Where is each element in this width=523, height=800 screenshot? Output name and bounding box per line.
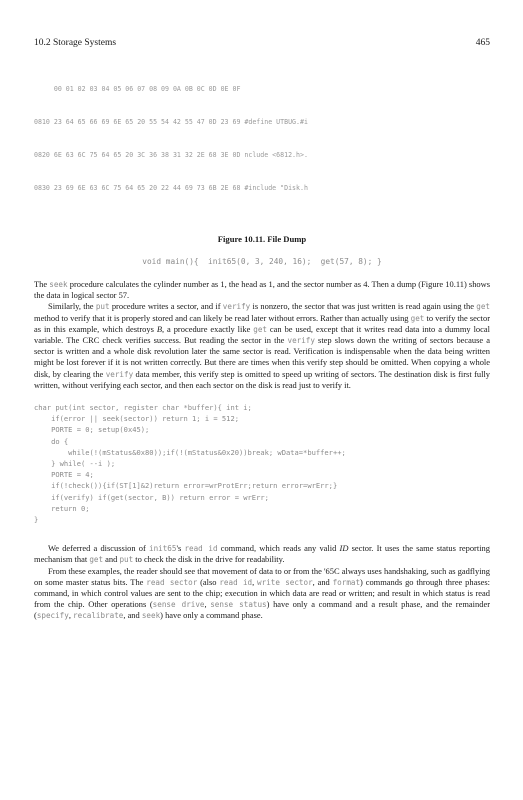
dump-row: 0830 23 69 6E 63 6C 75 64 65 20 22 44 69 73 6B 2E 68 #include "Disk.h — [34, 184, 308, 192]
text-run: to check the disk in the drive for readability. — [133, 554, 285, 565]
inline-code: recalibrate — [73, 611, 124, 621]
code-line: } — [34, 515, 39, 525]
text-run: and — [103, 554, 120, 565]
main-code-line: void main(){ init65(0, 3, 240, 16); get(57, 8); } — [142, 257, 382, 266]
text-run: , — [204, 599, 211, 610]
text-run: We deferred a discussion of — [48, 543, 149, 554]
text-run: command, which reads any valid — [217, 543, 340, 554]
paragraph-seek — [34, 279, 490, 301]
code-line: PORTE = 4; — [34, 470, 94, 480]
dump-row: 00 01 02 03 04 05 06 07 08 09 0A 0B 0C 0D 0E 0F — [34, 85, 241, 93]
inline-code: seek — [141, 611, 161, 621]
text-run: , and — [312, 576, 333, 587]
text-run: Similarly, the — [48, 301, 96, 312]
page-number: 465 — [475, 38, 490, 48]
code-line: if(!check()){if(ST[1]&2)return error=wrProtErr;return error=wrErr;} — [34, 481, 338, 491]
inline-code: seek — [49, 280, 68, 289]
code-line: if(error || seek(sector)) return 1; i = 512; — [34, 414, 239, 424]
text-run: From these examples, the reader should see that movement of data to or from the '65C always uses handshaking, such as gadflying on some master status bits. The — [34, 565, 490, 587]
inline-code: get — [410, 313, 425, 323]
code-line: char put(int sector, register char *buffer){ int i; — [34, 403, 252, 413]
inline-code: put — [119, 555, 134, 565]
inline-code: verify — [222, 302, 251, 312]
code-line: if(verify) if(get(sector, B)) return error = wrErr; — [34, 492, 269, 502]
italic-text: ID — [339, 543, 349, 554]
text-run: ) commands go through three phases: command, in which control values are sent to the chip; execution in which data are read or written; and result in which status is read from the chip. Other operations ( — [34, 576, 490, 610]
section-title: 10.2 Storage Systems — [34, 38, 117, 48]
inline-code: read id — [219, 577, 253, 587]
text-run: , — [252, 576, 258, 587]
figure-caption: Figure 10.11. File Dump — [217, 234, 307, 244]
inline-code: put — [95, 302, 110, 312]
text-run: step slows down the writing of sectors because a sector is written and a whole disk revolution later the same sector is read. Verification is indispensable when the data being written might be lost forever if it is not written correctly. But there are times when this verify step should be omitted. When copying a whole disk, by clearing the — [34, 335, 490, 379]
page — [34, 38, 490, 622]
text-run: ) have only a command and a result phase, and the remainder ( — [34, 599, 491, 621]
inline-code: read id — [184, 544, 218, 554]
text-run: , — [68, 610, 74, 621]
paragraph-read-id — [34, 543, 490, 565]
code-line: while(!(mStatus&0x80));if(!(mStatus&0x20))break; wData=*buffer++; — [34, 447, 346, 457]
text-run: can be used, except that it writes read data into a dummy local variable. The CRC check verifies success. But reading the sector in the — [34, 323, 490, 346]
dump-row: 0820 6E 63 6C 75 64 65 20 3C 36 38 31 32 2E 68 3E 0D nclude <6812.h>. — [34, 151, 308, 159]
inline-code: get — [253, 324, 267, 334]
text-run: , a procedure exactly like — [161, 323, 254, 334]
inline-code: get — [476, 302, 490, 312]
inline-code: write sector — [257, 577, 313, 587]
text-run: procedure writes a sector, and if — [109, 301, 223, 312]
inline-code: verify — [287, 336, 315, 346]
inline-code: init65 — [149, 544, 177, 554]
inline-code: get — [89, 555, 104, 565]
inline-code: sense drive — [152, 600, 205, 610]
inline-code: specify — [36, 611, 69, 621]
code-line: return 0; — [34, 503, 90, 513]
inline-code: read sector — [146, 577, 198, 587]
code-line: PORTE = 0; setup(0x45); — [34, 425, 150, 435]
code-line: } while( --i ); — [34, 459, 116, 469]
text-run: (also — [197, 576, 220, 587]
put-procedure-code — [34, 402, 490, 525]
text-run: ) have only a command phase. — [160, 610, 263, 621]
text-run: data member, this verify step is omitted to speed up writing of sectors. The destination disk is first fully written, without verifying each sector, and then each sector on the disk is read just to verify it. — [34, 368, 491, 390]
dump-row: 0810 23 64 65 66 69 6E 65 20 55 54 42 55 47 0D 23 69 #define UTBUG.#i — [34, 118, 308, 126]
code-line: do { — [34, 436, 69, 446]
text-run: procedure calculates the cylinder number as 1, the head as 1, and the sector number as 4. Then a dump (Figure 10.11) shows the data in logical sector 57. — [34, 279, 491, 301]
text-run: , and — [123, 610, 142, 621]
text-run: method to verify that it is properly stored and can likely be read later without errors. Rather than actually using — [34, 312, 411, 323]
file-dump — [34, 62, 490, 216]
paragraph-handshaking — [34, 566, 490, 622]
inline-code: format — [332, 577, 361, 587]
text-run: The — [34, 279, 50, 289]
text-run: sector. It uses the same status reporting mechanism that — [34, 543, 490, 565]
italic-text: B — [156, 323, 162, 334]
running-header — [34, 38, 490, 48]
text-run: to verify the sector as in this example, which destroys — [34, 312, 490, 334]
text-run: 's — [176, 543, 185, 554]
inline-code: verify — [105, 369, 134, 379]
text-run: is nonzero, the sector that was just written is read again using the — [250, 301, 477, 312]
inline-code: sense status — [210, 600, 267, 610]
paragraph-put — [34, 301, 490, 391]
